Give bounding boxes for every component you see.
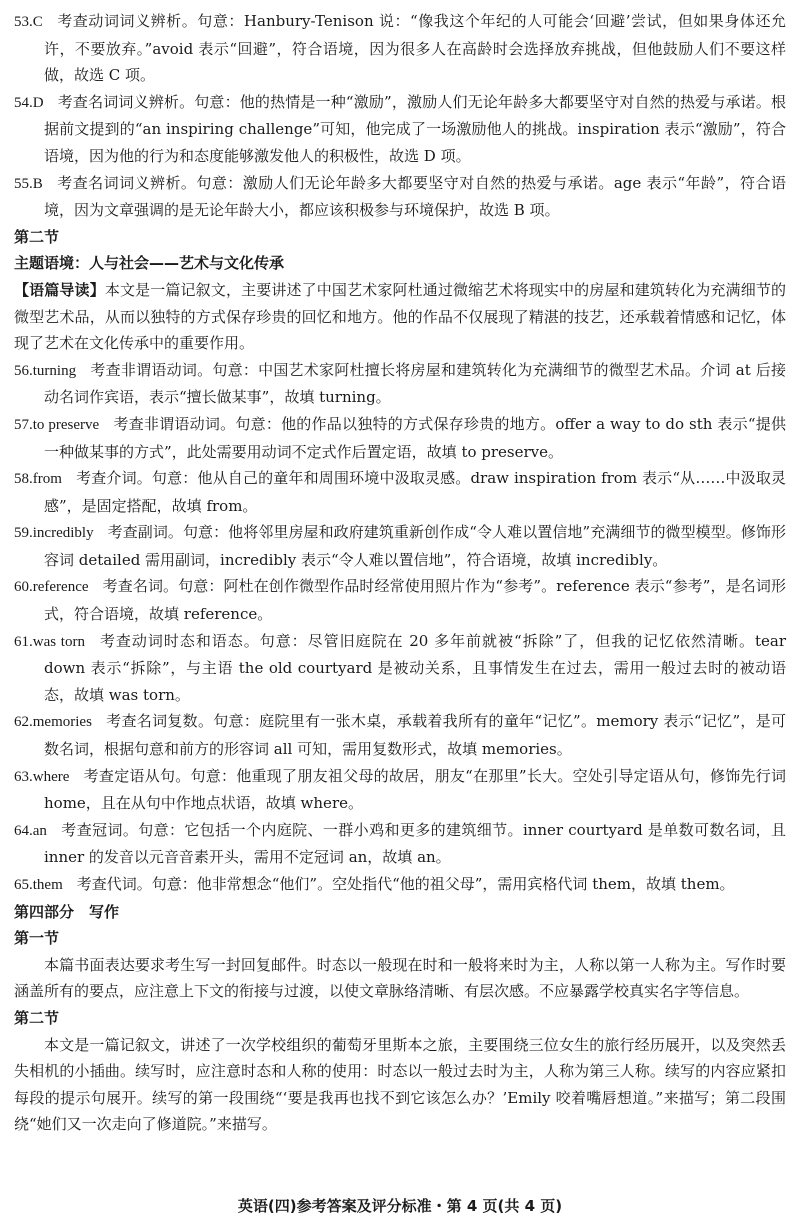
item-explanation: 考查名词。句意：阿杜在创作微型作品时经常使用照片作为“参考”。reference 表示“参考”，是名词形式，符合语境，故填 reference。 <box>44 577 786 624</box>
item-answer: them <box>32 877 63 893</box>
item-number: 54. <box>14 94 33 111</box>
answer-item <box>14 573 786 627</box>
item-answer: D <box>32 94 44 111</box>
item-explanation: 考查副词。句意：他将邻里房屋和政府建筑重新创作成“令人难以置信地”充满细节的微型模型。修饰形容词 detailed 需用副词，incredibly 表示“令人难以置信地”，符合语境，故填 incredibly。 <box>44 523 786 569</box>
item-answer: C <box>32 14 43 30</box>
answer-item <box>14 628 786 709</box>
page-footer: 英语(四)参考答案及评分标准・第 4 页(共 4 页) <box>237 1197 563 1215</box>
item-explanation: 考查冠词。句意：它包括一个内庭院、一群小鸡和更多的建筑细节。inner courtyard 是单数可数名词，且 inner 的发音以元音音素开头，需用不定冠词 an，故填 an。 <box>44 820 786 867</box>
item-explanation: 考查非谓语动词。句意：中国艺术家阿杜擅长将房屋和建筑转化为充满细节的微型艺术品。介词 at 后接动名词作宾语，表示“擅长做某事”，故填 turning。 <box>44 360 786 407</box>
item-explanation: 考查动词时态和语态。句意：尽管旧庭院在 20 多年前就被“拆除”了，但我的记忆依然清晰。tear down 表示“拆除”，与主语 the old courtyard 是被动关系，且事情发生在过去，需用一般过去时的被动语态，故填 was torn。 <box>44 631 786 704</box>
item-explanation: 考查动词词义辨析。句意：Hanbury-Tenison 说：“像我这个年纪的人可能会‘回避’尝试，但如果身体还允许，不要放弃。”avoid 表示“回避”，符合语境，因为很多人在高龄时会选择放弃挑战，但他鼓励人们不要这样做，故选 C 项。 <box>44 12 786 85</box>
answer-item <box>14 8 786 89</box>
item-explanation: 考查名词词义辨析。句意：激励人们无论年龄多大都要坚守对自然的热爱与承诺。age 表示“年龄”，符合语境，因为文章强调的是无论年龄大小，都应该积极参与环境保护，故选 B 项。 <box>44 173 786 220</box>
item-explanation: 考查介词。句意：他从自己的童年和周围环境中汲取灵感。draw inspiration from 表示“从……中汲取灵感”，是固定搭配，故填 from。 <box>44 469 786 515</box>
part4-section2-text: 本文是一篇记叙文，讲述了一次学校组织的葡萄牙里斯本之旅，主要围绕三位女生的旅行经历展开，以及突然丢失相机的小插曲。续写时，应注意时态和人称的使用：时态以一般过去时为主，人称为第三人称。续写的内容应紧扣每段的提示句展开。续写的第一段围绕“‘要是我再也找不到它该怎么办？’Emily 咬着嘴唇想道。”来描写；第二段围绕“她们又一次走向了修道院。”来描写。 <box>14 1035 786 1134</box>
items-group-b <box>14 357 786 899</box>
item-answer: where <box>32 768 70 785</box>
answer-item <box>14 465 786 519</box>
item-answer: to preserve <box>32 416 100 433</box>
part4-section2-title: 第二节 <box>14 1008 60 1027</box>
part4-section1-text: 本篇书面表达要求考生写一封回复邮件。时态以一般现在时和一般将来时为主，人称以第一人称为主。写作时要涵盖所有的要点，应注意上下文的衔接与过渡，以使文章脉络清晰、有层次感。不应暴露学校真实名字等信息。 <box>14 955 786 1001</box>
answer-item <box>14 817 786 871</box>
item-answer: turning <box>32 362 77 379</box>
reading-guide-text: 本文是一篇记叙文，主要讲述了中国艺术家阿杜通过微缩艺术将现实中的房屋和建筑转化为充满细节的微型艺术品，从而以独特的方式保存珍贵的回忆和地方。他的作品不仅展现了精湛的技艺，还承载着情感和记忆，体现了艺术在文化传承中的重要作用。 <box>14 280 786 353</box>
item-number: 64. <box>14 822 33 839</box>
item-explanation: 考查定语从句。句意：他重现了朋友祖父母的故居，朋友“在那里”长大。空处引导定语从句，修饰先行词 home，且在从句中作地点状语，故填 where。 <box>44 766 786 813</box>
answer-item <box>14 763 786 817</box>
item-number: 55. <box>14 175 33 192</box>
answer-item <box>14 357 786 411</box>
item-answer: an <box>32 822 47 839</box>
section-title-2: 第二节 <box>14 227 60 246</box>
item-number: 63. <box>14 768 33 785</box>
item-number: 53. <box>14 14 33 30</box>
item-number: 65. <box>14 877 33 893</box>
item-answer: memories <box>32 714 92 731</box>
item-explanation: 考查名词词义辨析。句意：他的热情是一种“激励”，激励人们无论年龄多大都要坚守对自然的热爱与承诺。根据前文提到的“an inspiring challenge”可知，他完成了一场激励他人的挑战。inspiration 表示“激励”，符合语境，因为他的行为和态度能够激发他人的积极性，故选 D 项。 <box>44 92 786 165</box>
item-explanation: 考查名词复数。句意：庭院里有一张木桌，承载着我所有的童年“记忆”。memory 表示“记忆”，是可数名词，根据句意和前方的形容词 all 可知，需用复数形式，故填 memories。 <box>44 712 786 759</box>
answer-item <box>14 519 786 573</box>
item-answer: reference <box>32 579 89 596</box>
reading-guide-label: 【语篇导读】 <box>14 280 105 299</box>
items-group-a <box>14 8 786 224</box>
answer-item <box>14 708 786 762</box>
item-answer: was torn <box>32 633 85 650</box>
item-number: 60. <box>14 579 33 596</box>
item-answer: from <box>32 471 62 488</box>
reading-guide <box>14 277 786 357</box>
item-explanation: 考查非谓语动词。句意：他的作品以独特的方式保存珍贵的地方。offer a way to do sth 表示“提供一种做某事的方式”，此处需要用动词不定式作后置定语，故填 to preserve。 <box>44 414 787 461</box>
answer-item <box>14 871 786 899</box>
item-number: 56. <box>14 362 33 379</box>
item-number: 58. <box>14 471 33 488</box>
item-number: 59. <box>14 525 33 542</box>
answer-item <box>14 170 786 224</box>
theme-line: 主题语境：人与社会——艺术与文化传承 <box>14 254 285 273</box>
answer-item <box>14 89 786 170</box>
item-number: 62. <box>14 714 33 731</box>
part4-title: 第四部分 写作 <box>14 902 120 921</box>
item-answer: B <box>32 175 43 192</box>
answer-item <box>14 411 786 465</box>
item-answer: incredibly <box>32 525 94 542</box>
item-number: 61. <box>14 633 33 650</box>
item-number: 57. <box>14 416 33 433</box>
part4-section1-title: 第一节 <box>14 929 60 948</box>
item-explanation: 考查代词。句意：他非常想念“他们”。空处指代“他的祖父母”，需用宾格代词 them，故填 them。 <box>76 875 735 893</box>
